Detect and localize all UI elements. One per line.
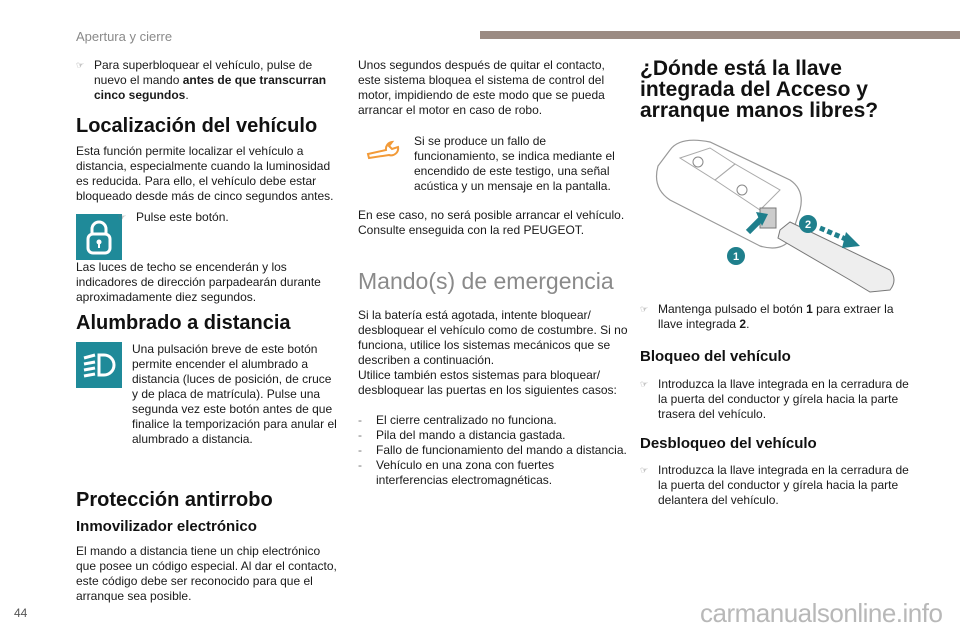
extract-key-bullet: ☞ Mantenga pulsado el botón 1 para extraer la llave integrada 2. <box>640 302 894 331</box>
list-item: - El cierre centralizado no funciona. <box>358 413 557 427</box>
heading-bloqueo: Bloqueo del vehículo <box>640 348 791 365</box>
key-fob-illustration <box>640 130 912 302</box>
warning-text: Si se produce un fallo de funcionamiento, se indica mediante el encendido de este testigo, una señal acústica y un mensaje en la pantalla. <box>414 134 615 193</box>
header-bar <box>480 31 960 39</box>
list-item: - Vehículo en una zona con fuertes interferencias electromagnéticas. <box>358 458 555 487</box>
superbloqueo-bullet: ☞ Para superbloquear el vehículo, pulse de nuevo el mando antes de que transcurran cinco segundos. <box>76 58 327 102</box>
bloqueo-bullet: ☞ Introduzca la llave integrada en la cerradura de la puerta del conductor y gírela hacia la parte trasera del vehículo. <box>640 377 909 421</box>
heading-proteccion: Protección antirrobo <box>76 489 273 511</box>
proteccion-text: El mando a distancia tiene un chip electrónico que posee un código especial. Al dar el contacto, este código debe ser reconocido para que el arranque sea posible. <box>76 544 337 603</box>
heading-localizacion: Localización del vehículo <box>76 115 318 137</box>
localizacion-bullet: ☞ Pulse este botón. <box>118 210 229 224</box>
pointing-hand-icon: ☞ <box>640 465 649 475</box>
localizacion-after: Las luces de techo se encenderán y los indicadores de dirección parpadearán durante aproximadamente diez segundos. <box>76 260 321 304</box>
emergencia-text-2: Utilice también estos sistemas para bloquear/ desbloquear las puertas en los siguientes casos: <box>358 368 617 397</box>
after-warning-text: En ese caso, no será posible arrancar el vehículo. Consulte enseguida con la red PEUGEOT. <box>358 208 625 237</box>
heading-desbloqueo: Desbloqueo del vehículo <box>640 435 817 452</box>
pointing-hand-icon: ☞ <box>640 379 649 389</box>
heading-emergencia: Mando(s) de emergencia <box>358 268 614 294</box>
pointing-hand-icon: ☞ <box>76 60 85 70</box>
heading-alumbrado: Alumbrado a distancia <box>76 312 291 334</box>
wrench-icon <box>366 138 404 160</box>
list-item: - Pila del mando a distancia gastada. <box>358 428 566 442</box>
heading-llave-integrada: ¿Dónde está la llave integrada del Acceso y arranque manos libres? <box>640 57 879 122</box>
headlight-button-icon <box>76 342 122 388</box>
page-number: 44 <box>14 606 28 620</box>
section-title: Apertura y cierre <box>76 29 173 44</box>
list-item: - Fallo de funcionamiento del mando a distancia. <box>358 443 627 457</box>
svg-text:1: 1 <box>732 251 740 263</box>
pointing-hand-icon: ☞ <box>640 304 649 314</box>
lock-button-icon <box>76 214 122 260</box>
lock-icon <box>85 219 113 255</box>
svg-text:2: 2 <box>804 219 812 231</box>
wrench-warning-icon <box>366 138 404 165</box>
alumbrado-text: Una pulsación breve de este botón permite encender el alumbrado a distancia (luces de posición, de cruce y de placa de matrícula). Pulse una segunda vez este botón antes de que finalice la temporización para anular el alumbrado a distancia. <box>132 342 337 446</box>
key-figure <box>640 130 912 302</box>
watermark: carmanualsonline.info <box>700 598 943 628</box>
headlight-icon <box>82 352 116 378</box>
inmovilizador-intro: Unos segundos después de quitar el contacto, este sistema bloquea el sistema de control del motor, impidiendo de este modo que se pueda arrancar el motor en caso de robo. <box>358 58 605 117</box>
heading-inmovilizador: Inmovilizador electrónico <box>76 518 257 535</box>
desbloqueo-bullet: ☞ Introduzca la llave integrada en la cerradura de la puerta del conductor y gírela hacia la parte delantera del vehículo. <box>640 463 909 507</box>
emergencia-text-1: Si la batería está agotada, intente bloquear/ desbloquear el vehículo como de costumbre. Si no funciona, utilice los sistemas mecánicos que se describen a continuación. <box>358 308 628 367</box>
pointing-hand-icon: ☞ <box>118 212 127 222</box>
localizacion-text: Esta función permite localizar el vehículo a distancia, especialmente cuando la luminosidad es reducida. Para ello, el vehículo debe estar bloqueado desde más de cinco segundos antes. <box>76 144 334 203</box>
emergencia-list <box>358 413 628 488</box>
